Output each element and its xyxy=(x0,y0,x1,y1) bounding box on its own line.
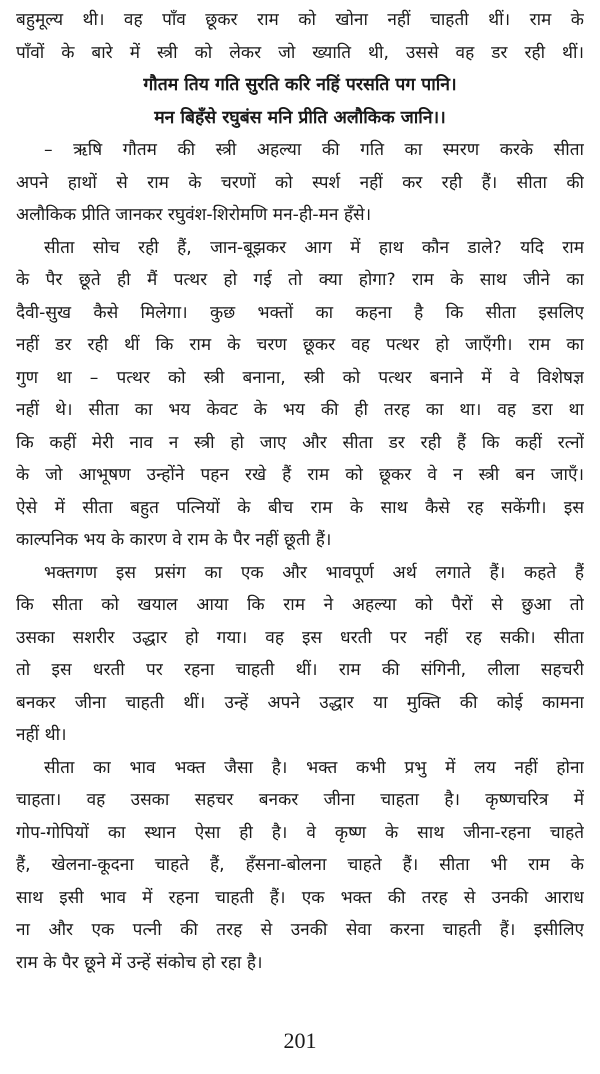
text-line: उसका सशरीर उद्धार हो गया। वह इस धरती पर नहीं रह सकी। सीता xyxy=(16,627,584,648)
text-line: ना और एक पत्नी की तरह से उनकी सेवा करना चाहती हैं। इसीलिए xyxy=(16,920,584,940)
text-line: पाँवों के बारे में स्त्री को लेकर जो ख्याति थी, उससे वह डर रही थीं। xyxy=(16,42,584,63)
text-line: कि सीता को खयाल आया कि राम ने अहल्या को पैरों से छुआ तो xyxy=(16,595,584,615)
text-line: ऐसे में सीता बहुत पत्नियों के बीच राम के साथ कैसे रह सकेंगी। इस xyxy=(16,497,584,518)
text-line: गुण था – पत्थर को स्त्री बनाना, स्त्री को पत्थर बनाने में वे विशेषज्ञ xyxy=(16,367,584,388)
text-line: के पैर छूते ही मैं पत्थर हो गई तो क्या होगा? राम के साथ जीने का xyxy=(16,270,584,290)
page-body xyxy=(16,4,584,979)
text-line: हैं, खेलना-कूदना चाहते हैं, हँसना-बोलना चाहते हैं। सीता भी राम के xyxy=(16,855,584,875)
text-line: कि कहीं मेरी नाव न स्त्री हो जाए और सीता डर रही हैं कि कहीं रत्नों xyxy=(16,432,584,453)
text-line: गोप-गोपियों का स्थान ऐसा ही है। वे कृष्ण के साथ जीना-रहना चाहते xyxy=(16,822,584,843)
text-line: साथ इसी भाव में रहना चाहती हैं। एक भक्त की तरह से उनकी आराध xyxy=(16,887,584,908)
text-line: के जो आभूषण उन्होंने पहन रखे हैं राम को छूकर वे न स्त्री बन जाएँ। xyxy=(16,465,584,485)
text-line: नहीं थे। सीता का भय केवट के भय की ही तरह का था। वह डरा था xyxy=(16,400,584,420)
text-line: तो इस धरती पर रहना चाहती थीं। राम की संगिनी, लीला सहचरी xyxy=(16,660,584,680)
text-line: सीता का भाव भक्त जैसा है। भक्त कभी प्रभु में लय नहीं होना xyxy=(44,757,584,778)
text-line: अपने हाथों से राम के चरणों को स्पर्श नहीं कर रही हैं। सीता की xyxy=(16,172,584,193)
verse-line: गौतम तिय गति सुरति करि नहिं परसति पग पानि। xyxy=(143,75,457,95)
text-line: राम के पैर छूने में उन्हें संकोच हो रहा है। xyxy=(16,952,263,973)
text-line: नहीं थी। xyxy=(16,725,67,745)
text-line: दैवी-सुख कैसे मिलेगा। कुछ भक्तों का कहना है कि सीता इसलिए xyxy=(16,302,584,323)
text-line: काल्पनिक भय के कारण वे राम के पैर नहीं छूती हैं। xyxy=(16,530,332,550)
text-line: सीता सोच रही हैं, जान-बूझकर आग में हाथ कौन डाले? यदि राम xyxy=(44,237,584,258)
text-line: भक्तगण इस प्रसंग का एक और भावपूर्ण अर्थ लगाते हैं। कहते हैं xyxy=(44,562,584,583)
verse-line: मन बिहँसे रघुबंस मनि प्रीति अलौकिक जानि।। xyxy=(154,107,446,128)
text-line: बनकर जीना चाहती थीं। उन्हें अपने उद्धार या मुक्ति की कोई कामना xyxy=(16,692,584,713)
text-line: बहुमूल्य थी। वह पाँव छूकर राम को खोना नहीं चाहती थीं। राम के xyxy=(16,10,584,30)
text-line: – ऋषि गौतम की स्त्री अहल्या की गति का स्मरण करके सीता xyxy=(44,140,584,160)
page-number: 201 xyxy=(283,1028,317,1053)
text-line: चाहता। वह उसका सहचर बनकर जीना चाहता है। कृष्णचरित्र में xyxy=(16,790,584,810)
text-line: अलौकिक प्रीति जानकर रघुवंश-शिरोमणि मन-ही-मन हँसे। xyxy=(16,205,372,225)
text-line: नहीं डर रही थीं कि राम के चरण छूकर वह पत्थर हो जाएँगी। राम का xyxy=(16,335,584,355)
